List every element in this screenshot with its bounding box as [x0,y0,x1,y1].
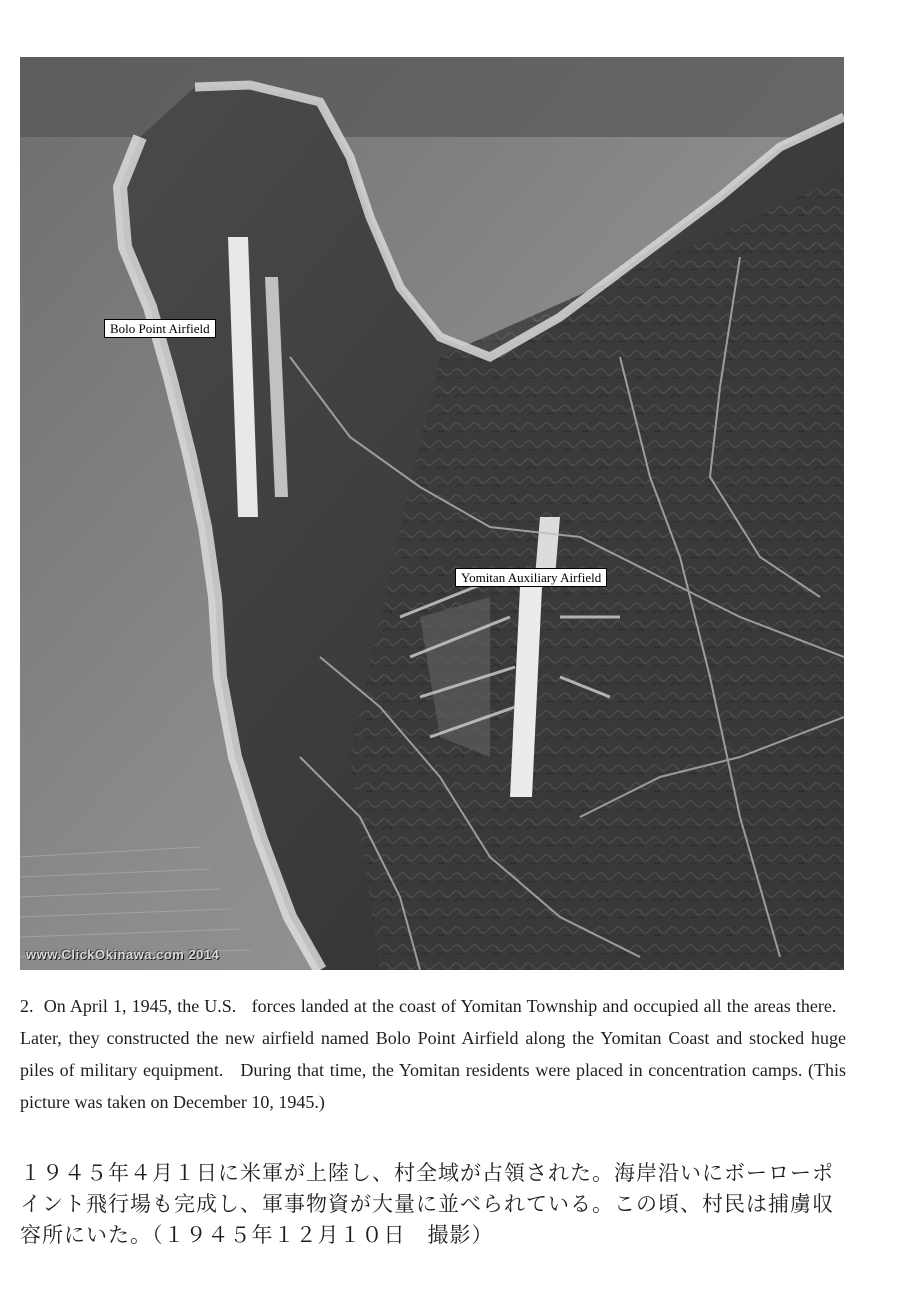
photo-watermark: www.ClickOkinawa.com 2014 [26,947,220,962]
bolo-point-airfield-label: Bolo Point Airfield [104,319,216,338]
aerial-photograph [20,57,844,970]
japanese-caption: １９４５年４月１日に米軍が上陸し、村全域が占領された。海岸沿いにボーローポイント飛行場も完成し、軍事物資が大量に並べられている。この頃、村民は捕虜収容所にいた。（１９４５年１２月１０日 撮影） [20,1161,834,1247]
english-caption: 2. On April 1, 1945, the U.S. forces landed at the coast of Yomitan Township and occupied all the areas there. Later, they constructed the new airfield named Bolo Point Airfield along the Yomitan Coast and stocked huge piles of military equipment. During that time, the Yomitan residents were placed in concentration camps. (This picture was taken on December 10, 1945.) [20,996,846,1112]
aerial-photo-drawing [20,57,844,970]
yomitan-auxiliary-airfield-label: Yomitan Auxiliary Airfield [455,568,607,587]
